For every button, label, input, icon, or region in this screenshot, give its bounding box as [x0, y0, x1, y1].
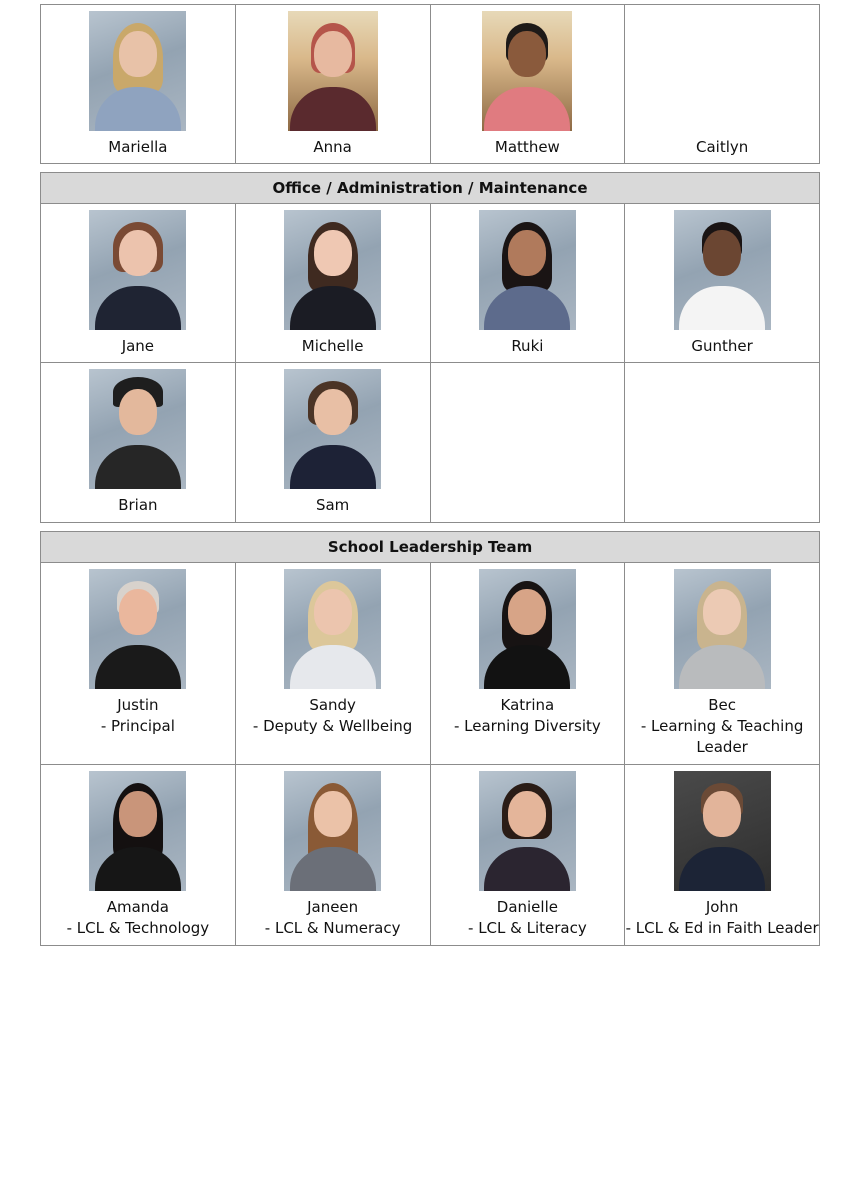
staff-card [41, 5, 236, 164]
staff-role: - LCL & Technology [66, 919, 210, 937]
section-header-leadership: School Leadership Team [41, 532, 820, 563]
staff-photo [674, 569, 771, 689]
staff-role: - Deputy & Wellbeing [252, 717, 413, 735]
staff-photo [284, 771, 381, 891]
staff-photo [89, 369, 186, 489]
staff-name: Sandy [309, 696, 356, 714]
staff-name: Ruki [511, 337, 544, 355]
staff-photo [89, 771, 186, 891]
staff-card [625, 5, 820, 164]
staff-card [41, 363, 236, 523]
staff-table-top [40, 4, 820, 164]
staff-role: - LCL & Literacy [468, 919, 587, 937]
staff-photo [288, 11, 378, 131]
staff-role: - Principal [100, 717, 175, 735]
staff-name: Sam [315, 496, 350, 514]
staff-name: Janeen [307, 898, 359, 916]
staff-name: Jane [121, 337, 155, 355]
staff-card [625, 765, 820, 946]
staff-card-empty [625, 363, 820, 523]
staff-card [235, 204, 430, 363]
staff-card [41, 204, 236, 363]
staff-name: Katrina [500, 696, 555, 714]
staff-photo [479, 771, 576, 891]
staff-role: - Learning & Teaching Leader [640, 717, 804, 756]
staff-name: Mariella [108, 138, 168, 156]
staff-photo [479, 569, 576, 689]
staff-name: Justin [117, 696, 159, 714]
staff-photo [89, 210, 186, 330]
staff-photo [674, 210, 771, 330]
staff-card [625, 563, 820, 765]
staff-name: Brian [118, 496, 158, 514]
staff-card [430, 563, 625, 765]
staff-role: - LCL & Ed in Faith Leader [625, 919, 819, 937]
section-header-office: Office / Administration / Maintenance [41, 173, 820, 204]
office-table [40, 172, 820, 523]
staff-photo [284, 210, 381, 330]
staff-card [235, 765, 430, 946]
staff-card [41, 563, 236, 765]
staff-card [625, 204, 820, 363]
staff-name: Michelle [301, 337, 364, 355]
staff-name: Caitlyn [695, 138, 749, 156]
staff-name: John [705, 898, 739, 916]
staff-photo [479, 210, 576, 330]
staff-role: - Learning Diversity [453, 717, 601, 735]
staff-name: Amanda [106, 898, 170, 916]
staff-photo [482, 11, 572, 131]
staff-card [430, 204, 625, 363]
staff-name: Matthew [494, 138, 560, 156]
staff-photo [89, 11, 186, 131]
staff-card-empty [430, 363, 625, 523]
staff-name: Danielle [496, 898, 558, 916]
leadership-table [40, 531, 820, 946]
staff-name: Bec [708, 696, 737, 714]
staff-card [235, 563, 430, 765]
staff-photo [284, 369, 381, 489]
staff-role: - LCL & Numeracy [264, 919, 401, 937]
staff-name: Gunther [691, 337, 753, 355]
staff-name: Anna [313, 138, 352, 156]
staff-photo [674, 771, 771, 891]
staff-card [41, 765, 236, 946]
staff-card [235, 5, 430, 164]
staff-card [235, 363, 430, 523]
staff-card [430, 5, 625, 164]
staff-card [430, 765, 625, 946]
staff-photo [89, 569, 186, 689]
staff-photo [284, 569, 381, 689]
